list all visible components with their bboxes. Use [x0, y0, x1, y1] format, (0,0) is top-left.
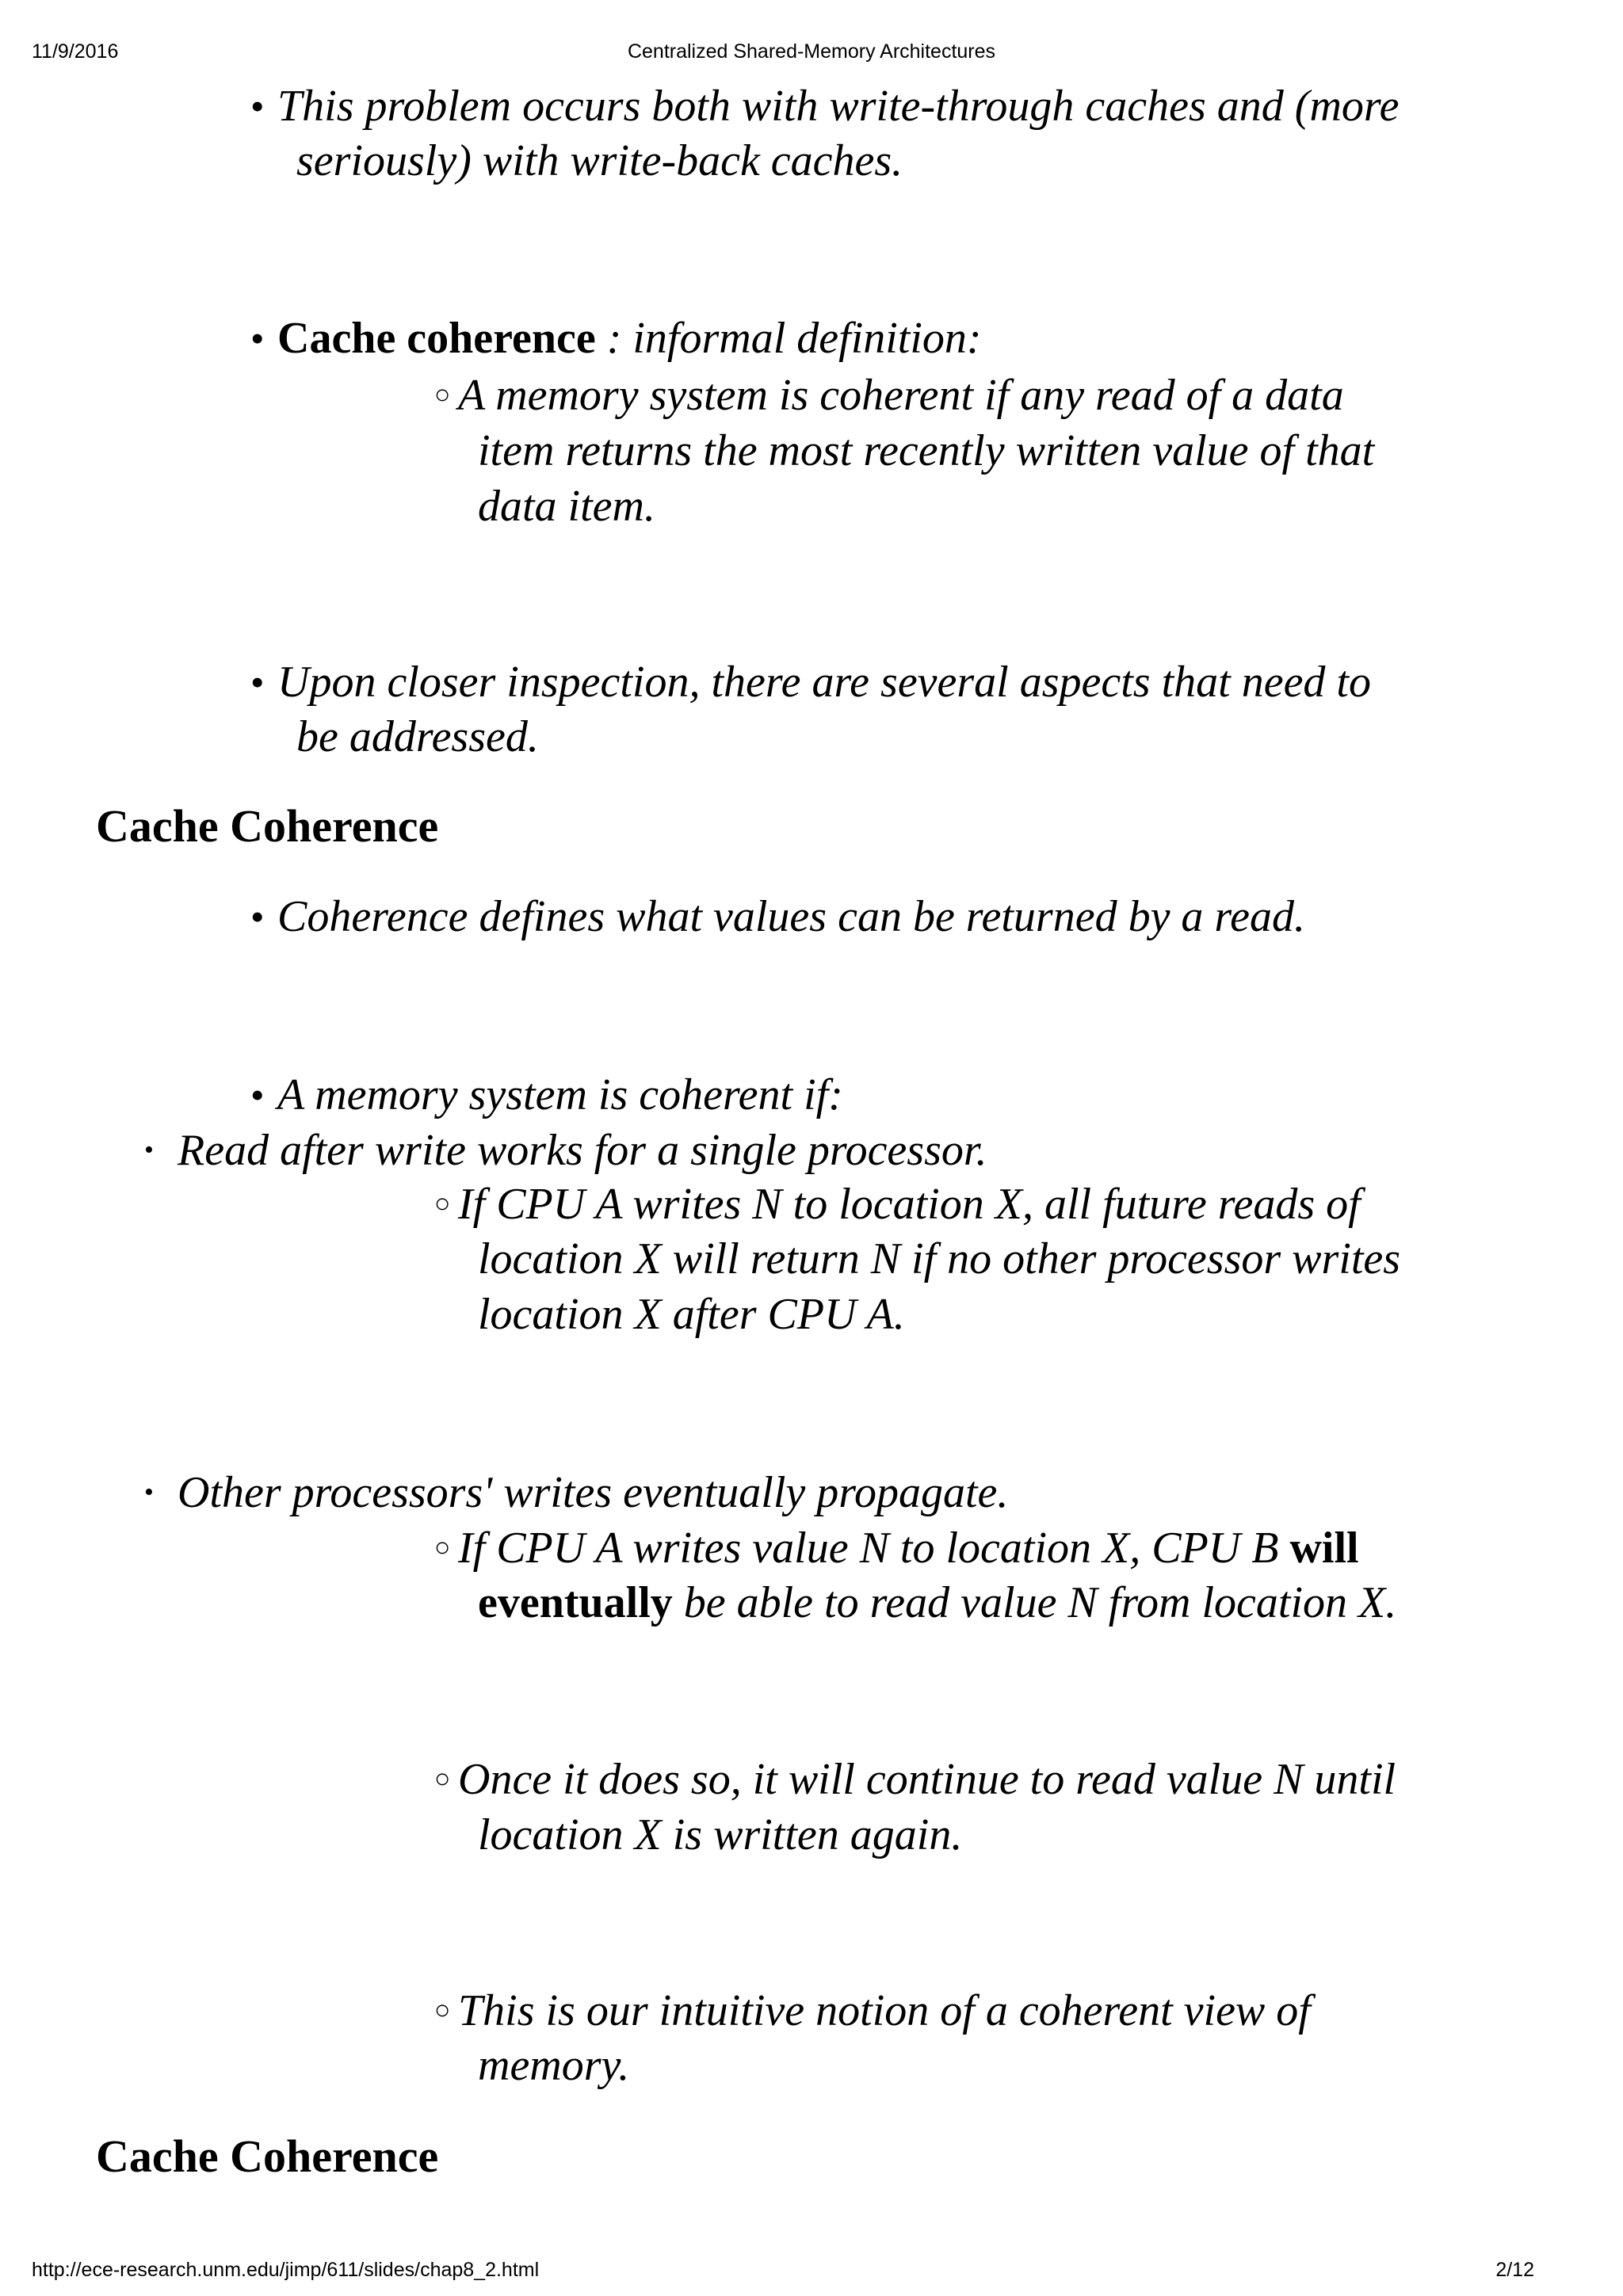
bullet-disc-icon: • — [250, 1073, 265, 1117]
sub-bullet-text-line: location X after CPU A. — [478, 1290, 905, 1339]
bullet-text-line: Coherence defines what values can be returned by a read. — [277, 892, 1305, 941]
bullet-circle-icon: ○ — [434, 1533, 451, 1562]
bullet-disc-icon: • — [250, 316, 265, 360]
sub-bullet-text-line: location X is written again. — [478, 1810, 963, 1859]
sub-bullet-text-line: If CPU A writes N to location X, all future reads of — [458, 1180, 1361, 1229]
list-bullet-icon: • — [144, 1135, 154, 1165]
bullet-text-line: This problem occurs both with write-through caches and (more — [277, 82, 1400, 131]
sub-bullet-text-line: A memory system is coherent if any read of a data — [458, 371, 1344, 420]
term-cache-coherence: Cache coherence — [277, 314, 596, 363]
emphasis-will: will — [1289, 1524, 1359, 1573]
section-heading: Cache Coherence — [96, 800, 439, 852]
sub-bullet-text-line: This is our intuitive notion of a coherent view of — [458, 1986, 1311, 2035]
emphasis-eventually: eventually — [478, 1578, 673, 1627]
bullet-circle-icon: ○ — [434, 1996, 451, 2025]
list-bullet-icon: • — [144, 1478, 154, 1507]
sub-bullet-text-line — [458, 1521, 1359, 1575]
print-source-url: http://ece-research.unm.edu/jimp/611/slides/chap8_2.html — [32, 2259, 540, 2281]
bullet-text-line — [277, 311, 982, 365]
bullet-disc-icon: • — [250, 660, 265, 704]
print-page-title: Centralized Shared-Memory Architectures — [627, 40, 996, 63]
print-date: 11/9/2016 — [32, 40, 119, 63]
sub-bullet-text-line: memory. — [478, 2041, 630, 2090]
sub-bullet-text-line: data item. — [478, 482, 655, 531]
bullet-circle-icon: ○ — [434, 380, 451, 410]
section-heading: Cache Coherence — [96, 2130, 439, 2182]
bullet-text-line: be addressed. — [296, 712, 539, 761]
list-item-text: Other processors' writes eventually propagate. — [178, 1468, 1009, 1517]
sub-bullet-text-line: Once it does so, it will continue to read value N until — [458, 1755, 1396, 1804]
bullet-circle-icon: ○ — [434, 1764, 451, 1794]
sub-bullet-text-line: item returns the most recently written value of that — [478, 426, 1375, 475]
bullet-circle-icon: ○ — [434, 1189, 451, 1219]
text-fragment: If CPU A writes value N to location X, CPU B — [458, 1524, 1290, 1573]
bullet-text-line: A memory system is coherent if: — [277, 1070, 843, 1119]
bullet-text-line: seriously) with write-back caches. — [296, 136, 903, 185]
list-item-text: Read after write works for a single processor. — [178, 1126, 987, 1175]
definition-label: : informal definition: — [595, 314, 982, 363]
print-page-number: 2/12 — [1495, 2259, 1534, 2281]
sub-bullet-text-line — [478, 1576, 1396, 1630]
bullet-disc-icon: • — [250, 894, 265, 939]
bullet-disc-icon: • — [250, 84, 265, 128]
text-fragment: be able to read value N from location X. — [672, 1578, 1397, 1627]
sub-bullet-text-line: location X will return N if no other processor writes — [478, 1234, 1401, 1283]
bullet-text-line: Upon closer inspection, there are several aspects that need to — [277, 658, 1371, 707]
